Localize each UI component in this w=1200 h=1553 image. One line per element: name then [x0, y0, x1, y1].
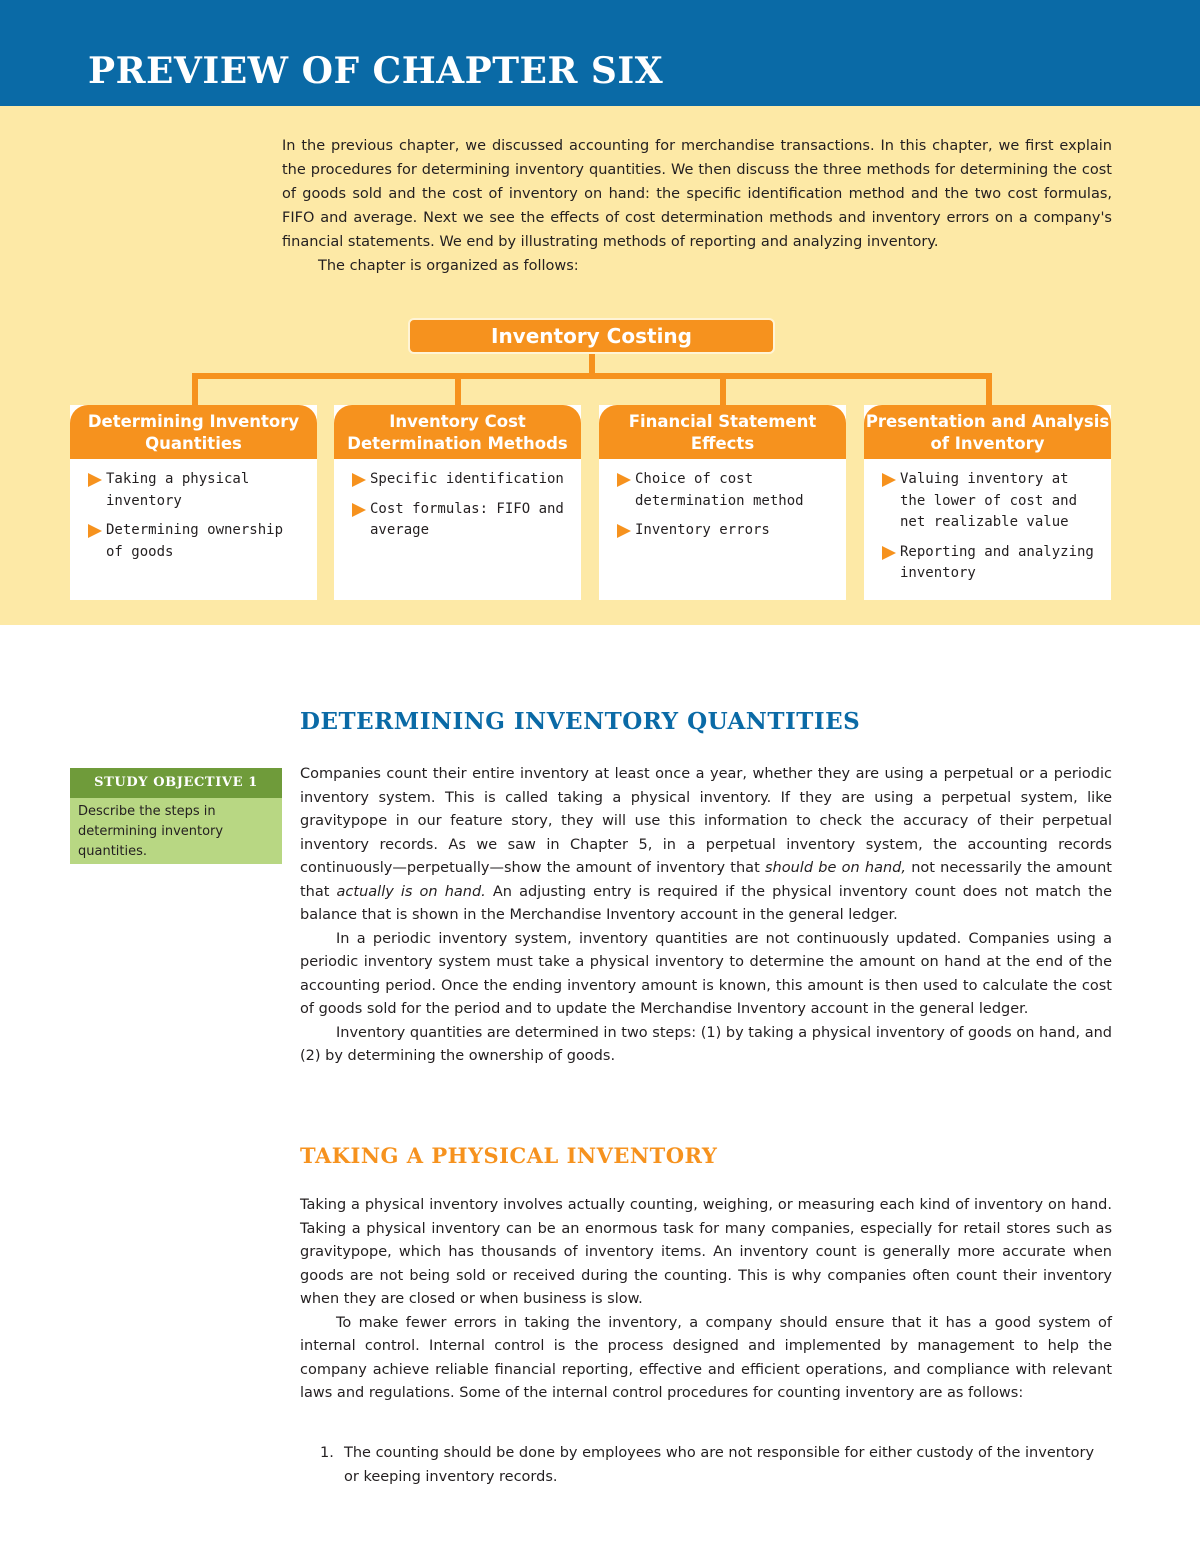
branch-title: Presentation and Analysis of Inventory: [864, 405, 1111, 459]
subsection-paragraph-2: To make fewer errors in taking the inventory, a company should ensure that it has a good system of internal control. Internal control is the process designed and implemented by management to help the company achieve reliable financial reporting, effective and efficient operations, and compliance with relevant laws and regulations. Some of the internal control procedures for counting inventory are as follows:: [300, 1314, 1112, 1401]
section-heading: DETERMINING INVENTORY QUANTITIES: [300, 708, 861, 735]
study-objective-label: STUDY OBJECTIVE 1: [70, 768, 282, 798]
chart-connector-bar: [192, 373, 992, 379]
chapter-title: PREVIEW OF CHAPTER SIX: [88, 50, 664, 92]
chart-connector-drop-2: [455, 373, 461, 407]
branch-title: Inventory Cost Determination Methods: [334, 405, 581, 459]
branch-item: Taking a physical inventory: [86, 469, 306, 512]
chart-branch-presentation-analysis: [864, 405, 1111, 600]
subsection-body: [300, 1194, 1112, 1406]
section-paragraph-1: [300, 763, 1112, 928]
branch-item-list: [880, 469, 1100, 593]
branch-item-list: [615, 469, 835, 550]
numbered-list-item: [320, 1442, 1112, 1489]
chart-connector-drop-1: [192, 373, 198, 407]
paragraph-text: An adjusting entry is required if the physical inventory count does not match the balance that is shown in the Merchandise Inventory account in the general ledger.: [300, 883, 1113, 923]
list-number: 1.: [320, 1445, 334, 1461]
branch-item: Inventory errors: [615, 520, 835, 542]
branch-item: Choice of cost determination method: [615, 469, 835, 512]
branch-item: Specific identification: [350, 469, 570, 491]
chart-branch-financial-effects: [599, 405, 846, 600]
emphasis-text: should be on hand,: [764, 860, 906, 876]
emphasis-text: actually is on hand.: [336, 883, 486, 900]
study-objective-text: Describe the steps in determining inventory quantities.: [78, 804, 224, 859]
branch-item: Cost formulas: FIFO and average: [350, 499, 570, 542]
list-text: The counting should be done by employees who are not responsible for either custody of the inventory or keeping inventory records.: [344, 1445, 1095, 1485]
chart-connector-drop-3: [720, 373, 726, 407]
chart-branch-cost-methods: [334, 405, 581, 600]
branch-title: Financial Statement Effects: [599, 405, 846, 459]
chart-connector-drop-4: [986, 373, 992, 407]
branch-item: Determining ownership of goods: [86, 520, 306, 563]
section-paragraph-3: Inventory quantities are determined in two steps: (1) by taking a physical inventory of goods on hand, and (2) by determining the ownership of goods.: [300, 1024, 1112, 1064]
branch-item: Valuing inventory at the lower of cost and net realizable value: [880, 469, 1100, 534]
subsection-heading: TAKING A PHYSICAL INVENTORY: [300, 1143, 718, 1168]
paragraph-text: not necessarily the amount that: [300, 860, 1112, 900]
preview-organized-line: The chapter is organized as follows:: [318, 258, 579, 274]
study-objective-box: [70, 768, 282, 864]
branch-title: Determining Inventory Quantities: [70, 405, 317, 459]
preview-intro-paragraph: In the previous chapter, we discussed accounting for merchandise transactions. In this chapter, we first explain the procedures for determining inventory quantities. We then discuss the three methods for determining the cost of goods sold and the cost of inventory on hand: the specific identification method and the two cost formulas, FIFO and average. Next we see the effects of cost determination methods and inventory errors on a company's financial statements. We end by illustrating methods of reporting and analyzing inventory.: [282, 138, 1112, 250]
chart-branch-determining-quantities: [70, 405, 317, 600]
section-body: [300, 763, 1112, 1069]
subsection-paragraph-1: Taking a physical inventory involves actually counting, weighing, or measuring each kind of inventory on hand. Taking a physical inventory can be an enormous task for many companies, especially for retail stores such as gravitypope, which has thousands of inventory items. An inventory count is generally more accurate when goods are not being sold or received during the counting. This is why companies often count their inventory when they are closed or when business is slow.: [300, 1197, 1112, 1307]
branch-item-list: [350, 469, 570, 550]
paragraph-text: Companies count their entire inventory at least once a year, whether they are using a perpetual or a periodic inventory system. This is called taking a physical inventory. If they are using a perpetual system, like gravitypope in our feature story, they will use this information to check the accuracy of their perpetual inventory records. As we saw in Chapter 5, in a perpetual inventory system, the accounting records continuously—perpetually—show the amount of inventory that: [300, 766, 1112, 876]
preview-intro: [282, 134, 1112, 278]
section-paragraph-2: In a periodic inventory system, inventory quantities are not continuously updated. Companies using a periodic inventory system must take a physical inventory to determine the amount on hand at the end of the accounting period. Once the ending inventory amount is known, this amount is then used to calculate the cost of goods sold for the period and to update the Merchandise Inventory account in the general ledger.: [300, 930, 1112, 1017]
chapter-header-band: [0, 0, 1200, 106]
branch-item-list: [86, 469, 306, 571]
branch-item: Reporting and analyzing inventory: [880, 542, 1100, 585]
chart-root-inventory-costing: Inventory Costing: [408, 318, 775, 354]
